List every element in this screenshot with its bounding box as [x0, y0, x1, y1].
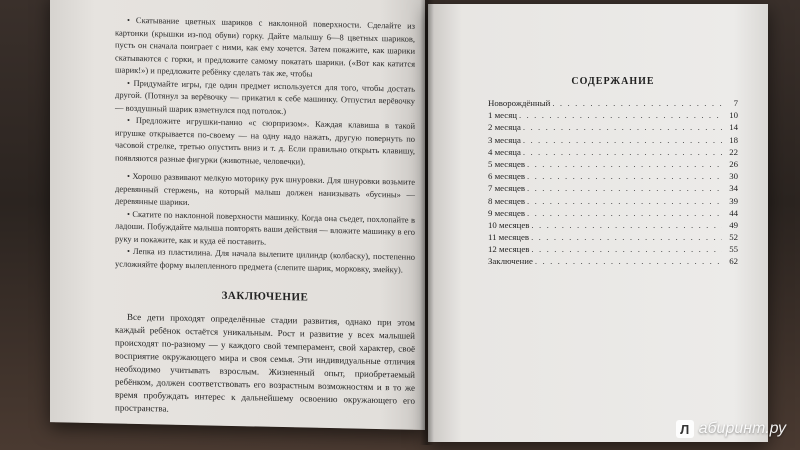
paragraph: • Предложите игрушки-панно «с сюрпризом». Каждая клавиша в такой игрушке открывается по-своему — на одну надо нажать, другую повернуть по часовой стрелке, третью опустить вниз и т. д. Если правильно открыть клавишу, появляются разные фигурки (животные, человечки). [115, 114, 415, 166]
toc-entry [488, 231, 738, 243]
toc-entry [488, 158, 738, 170]
paragraph: • Скатывание цветных шариков с наклонной поверхности. Сделайте из картонки (крышки из-под обуви) горку. Дайте малышу 6—8 цветных шариков, пусть он сначала поиграет с ними, как ему хочется. Затем покажите, как шарики скатываются с горки, и предложите самому покатать шарики. («Вот как катится шарик!») и предложите ребёнку сделать так же, чтобы [115, 14, 415, 79]
toc-entry-label: Новорождённый [488, 98, 551, 108]
toc-entry-page: 34 [729, 183, 738, 194]
toc-entry [488, 219, 738, 231]
toc-entry-label: 11 месяцев [488, 232, 530, 243]
toc-entry-page: 7 [733, 98, 738, 108]
paragraph: • Лепка из пластилина. Для начала вылепите цилиндр (колбаску), постепенно усложняйте форму вылепленного предмета (слепите шарик, морковку, змейку). [115, 245, 415, 275]
right-page [428, 4, 768, 442]
conclusion-heading: ЗАКЛЮЧЕНИЕ [221, 289, 309, 304]
paragraph: • Хорошо развивают мелкую моторику рук шнуровки. Для шнуровки возьмите деревянный стержень, на который малыш должен нанизывать «бусины» — деревянные шарики. [115, 170, 415, 208]
table-of-contents [488, 76, 738, 268]
toc-leader-dots [531, 243, 722, 255]
toc-entry-label: 7 месяцев [488, 183, 526, 194]
toc-entry-label: 9 месяцев [488, 207, 526, 218]
toc-entry-page: 10 [729, 110, 738, 121]
toc-title: СОДЕРЖАНИЕ [571, 76, 655, 87]
toc-entry-page: 52 [729, 232, 738, 243]
toc-entry [488, 121, 738, 133]
left-page-text [115, 14, 415, 421]
toc-leader-dots [527, 195, 722, 207]
toc-entry-label: 6 месяцев [488, 171, 526, 182]
toc-entry-label: 1 месяц [488, 110, 517, 121]
toc-entry [488, 109, 738, 121]
book-gutter [420, 0, 434, 445]
toc-leader-dots [552, 97, 722, 109]
toc-entry [488, 195, 738, 207]
watermark-badge: Л [676, 420, 694, 438]
toc-entry-label: 10 месяцев [488, 219, 530, 230]
toc-entry [488, 243, 738, 255]
toc-entry [488, 255, 738, 267]
toc-entry-label: 2 месяца [488, 122, 521, 133]
toc-entry-page: 14 [729, 122, 738, 133]
toc-entry-page: 49 [729, 219, 738, 230]
toc-entry-page: 44 [729, 207, 738, 218]
toc-entry-page: 62 [729, 256, 738, 267]
toc-entry-label: 8 месяцев [488, 195, 526, 206]
toc-entry [488, 146, 738, 158]
toc-entry-page: 22 [729, 146, 738, 157]
toc-leader-dots [523, 121, 722, 133]
toc-entry-page: 18 [729, 134, 738, 145]
watermark-text: абиринт.ру [698, 420, 786, 437]
open-book [50, 0, 770, 450]
toc-leader-dots [523, 146, 722, 158]
toc-entry-label: Заключение [488, 256, 533, 267]
toc-entry [488, 134, 738, 146]
conclusion-paragraph: Все дети проходят определённые стадии развития, однако при этом каждый ребёнок остаётся уникальным. Рост и развитие у всех малышей происходят по-разному — у каждого свой темперамент, свой характер, своё восприятие окружающего мира и своя семья. Эти индивидуальные отличия необходимо учитывать взрослым. Жизненный опыт, приобретаемый ребёнком, должен соответствовать его возрастным возможностям и в то же время пробуждать интерес к дальнейшему освоению окружающего его пространства. [115, 311, 415, 414]
toc-entry-page: 26 [729, 158, 738, 169]
toc-entry [488, 170, 738, 182]
toc-leader-dots [523, 134, 722, 146]
toc-leader-dots [527, 182, 722, 194]
toc-leader-dots [531, 219, 722, 231]
toc-leader-dots [527, 170, 722, 182]
toc-leader-dots [519, 109, 722, 121]
toc-entry [488, 182, 738, 194]
left-page [50, 0, 425, 430]
toc-leader-dots [535, 255, 722, 267]
toc-leader-dots [527, 207, 722, 219]
paragraph: • Придумайте игры, где один предмет используется для того, чтобы достать другой. (Потянул за верёвочку — прикатил к себе машинку. Отпустил верёвочку — воздушный шарик взметнулся под потолок.) [115, 77, 415, 116]
toc-entry-page: 39 [729, 195, 738, 206]
toc-entry-label: 3 месяца [488, 134, 521, 145]
toc-leader-dots [531, 231, 722, 243]
toc-entry [488, 207, 738, 219]
toc-leader-dots [527, 158, 722, 170]
toc-entry-page: 55 [729, 244, 738, 255]
paragraph: • Скатите по наклонной поверхности машинку. Когда она съедет, похлопайте в ладоши. Побуждайте малыша повторять ваши действия — вложите машинку в его руку и покажите, как и куда её поставить. [115, 208, 415, 247]
toc-entry-label: 4 месяца [488, 146, 521, 157]
toc-entry [488, 97, 738, 109]
watermark [676, 420, 786, 438]
toc-entry-label: 5 месяцев [488, 158, 526, 169]
toc-entry-label: 12 месяцев [488, 244, 530, 255]
toc-entry-page: 30 [729, 171, 738, 182]
